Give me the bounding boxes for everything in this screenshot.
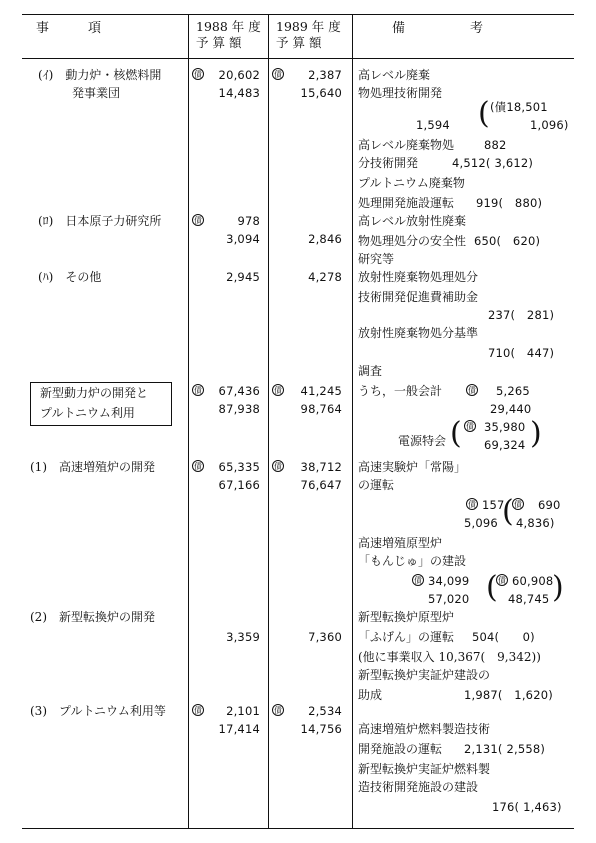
r1-note-val: 1,594 bbox=[416, 118, 450, 132]
bracket-open: ( bbox=[502, 494, 514, 529]
section-1988: 87,938 bbox=[218, 402, 260, 416]
r1-note: 処理開発施設運転 bbox=[358, 196, 455, 210]
bond-mark: 債 bbox=[194, 705, 202, 715]
r3-1988: 2,945 bbox=[226, 270, 260, 284]
s1-note-val: 48,745 bbox=[508, 592, 550, 606]
s2-note: 新型転換炉原型炉 bbox=[358, 610, 455, 624]
s1-note-val: 5,096 bbox=[464, 516, 498, 530]
bracket-open: ( bbox=[478, 96, 490, 131]
r1-note: 物処理技術開発 bbox=[358, 86, 443, 100]
r1-1989: 15,640 bbox=[300, 86, 342, 100]
r1-note-val: 882 bbox=[484, 138, 507, 152]
r1-note: 高レベル廃棄物処 bbox=[358, 138, 455, 152]
s1-note-val: 60,908 bbox=[512, 574, 554, 588]
bracket-open: ( bbox=[486, 570, 498, 605]
s1-note-val: 34,099 bbox=[428, 574, 470, 588]
s2-note: 「ふげん」の運転 bbox=[358, 630, 455, 644]
s2-note: 新型転換炉実証炉建設の bbox=[358, 668, 491, 682]
r3-1989: 4,278 bbox=[308, 270, 342, 284]
r1-note: 分技術開発 bbox=[358, 156, 419, 170]
bond-mark: 債 bbox=[274, 69, 282, 79]
r3-note: 放射性廃棄物処分基準 bbox=[358, 326, 479, 340]
column-divider-3 bbox=[352, 14, 353, 828]
r2-1988-bond: 978 bbox=[237, 214, 260, 228]
r1-note-val: (債18,501 bbox=[490, 100, 548, 114]
s1-1988-bond: 65,335 bbox=[218, 460, 260, 474]
row-doryokuro-label: (ｲ) 動力炉・核燃料開 bbox=[38, 68, 162, 82]
s1-note-val: 57,020 bbox=[428, 592, 470, 606]
r1-note: 高レベル廃棄 bbox=[358, 68, 431, 82]
s1-note-val: 690 bbox=[538, 498, 561, 512]
bond-mark: 債 bbox=[194, 69, 202, 79]
s1-note: 高速実験炉「常陽」 bbox=[358, 460, 467, 474]
header-1989-line2: 予 算 額 bbox=[276, 35, 322, 50]
table-top-rule bbox=[22, 14, 574, 15]
r3-note-val: 710( 447) bbox=[488, 346, 555, 360]
s3-note: 高速増殖炉燃料製造技術 bbox=[358, 722, 491, 736]
s3-1988-bond: 2,101 bbox=[226, 704, 260, 718]
s2-1989: 7,360 bbox=[308, 630, 342, 644]
column-divider-1 bbox=[188, 14, 189, 828]
r3-note-val: 237( 281) bbox=[488, 308, 555, 322]
header-1988-line2: 予 算 額 bbox=[196, 35, 242, 50]
row-atr-label: (2) 新型転換炉の開発 bbox=[30, 610, 155, 624]
s3-note-val: 176( 1,463) bbox=[492, 800, 562, 814]
bond-mark: 債 bbox=[274, 705, 282, 715]
r1-1988-bond: 20,602 bbox=[218, 68, 260, 82]
header-1989-line1: 1989 年 度 bbox=[276, 19, 341, 34]
s3-1989: 14,756 bbox=[300, 722, 342, 736]
section-note-dengen-bond: 35,980 bbox=[484, 420, 526, 434]
s1-note: 「もんじゅ」の建設 bbox=[358, 554, 467, 568]
r2-note: 研究等 bbox=[358, 252, 395, 266]
row-doryokuro-label-cont: 発事業団 bbox=[72, 86, 121, 100]
r2-note: 高レベル放射性廃棄 bbox=[358, 214, 467, 228]
s3-note-val: 2,131( 2,558) bbox=[464, 742, 546, 756]
header-remarks: 備 考 bbox=[392, 21, 484, 36]
bond-mark: 債 bbox=[194, 385, 202, 395]
bracket-close: ) bbox=[552, 570, 564, 605]
s1-note-val: 157 bbox=[482, 498, 505, 512]
table-bottom-rule bbox=[22, 828, 574, 829]
row-other-label: (ﾊ) その他 bbox=[38, 270, 102, 284]
s1-note: 高速増殖原型炉 bbox=[358, 536, 443, 550]
column-divider-2 bbox=[268, 14, 269, 828]
r2-1989: 2,846 bbox=[308, 232, 342, 246]
header-1988-line1: 1988 年 度 bbox=[196, 19, 261, 34]
bond-mark: 債 bbox=[514, 499, 522, 509]
s3-note: 新型転換炉実証炉燃料製 bbox=[358, 762, 491, 776]
r1-note-val: 4,512( 3,612) bbox=[452, 156, 534, 170]
r2-1988: 3,094 bbox=[226, 232, 260, 246]
s2-note: 助成 bbox=[358, 688, 383, 702]
bond-mark: 債 bbox=[274, 385, 282, 395]
row-plutonium-label: (3) プルトニウム利用等 bbox=[30, 704, 166, 718]
s1-note-val: 4,836) bbox=[516, 516, 555, 530]
s3-note: 開発施設の運転 bbox=[358, 742, 443, 756]
bond-mark: 債 bbox=[194, 215, 202, 225]
section-note-general-val: 29,440 bbox=[490, 402, 532, 416]
s1-note: の運転 bbox=[358, 478, 395, 492]
s2-1988: 3,359 bbox=[226, 630, 260, 644]
r3-note: 調査 bbox=[358, 364, 383, 378]
section-note-dengen: 電源特会 bbox=[398, 434, 447, 448]
r2-note: 物処理処分の安全性 bbox=[358, 234, 467, 248]
section-title-line2: プルトニウム利用 bbox=[40, 406, 135, 420]
r2-note-val: 650( 620) bbox=[474, 234, 541, 248]
s1-1989: 76,647 bbox=[300, 478, 342, 492]
s3-note: 造技術開発施設の建設 bbox=[358, 780, 479, 794]
bond-mark: 債 bbox=[466, 421, 474, 431]
bracket-open: ( bbox=[450, 416, 462, 451]
s3-1988: 17,414 bbox=[218, 722, 260, 736]
bracket-close: ) bbox=[530, 416, 542, 451]
r1-note-val: 1,096) bbox=[530, 118, 569, 132]
s3-1989-bond: 2,534 bbox=[308, 704, 342, 718]
s2-note-val: 504( 0) bbox=[472, 630, 535, 644]
r3-note: 放射性廃棄物処理処分 bbox=[358, 270, 479, 284]
bond-mark: 債 bbox=[414, 575, 422, 585]
s2-note: (他に事業収入 10,367( 9,342)) bbox=[358, 650, 541, 664]
row-genken-label: (ﾛ) 日本原子力研究所 bbox=[38, 214, 162, 228]
section-1989-bond: 41,245 bbox=[300, 384, 342, 398]
bond-mark: 債 bbox=[468, 385, 476, 395]
section-1988-bond: 67,436 bbox=[218, 384, 260, 398]
section-1989: 98,764 bbox=[300, 402, 342, 416]
r1-note: プルトニウム廃棄物 bbox=[358, 176, 465, 190]
section-note-dengen-val: 69,324 bbox=[484, 438, 526, 452]
bond-mark: 債 bbox=[194, 461, 202, 471]
s2-note-val: 1,987( 1,620) bbox=[464, 688, 553, 702]
section-title-line1: 新型動力炉の開発と bbox=[40, 386, 149, 400]
r1-1988: 14,483 bbox=[218, 86, 260, 100]
r3-note: 技術開発促進費補助金 bbox=[358, 290, 479, 304]
r1-1989-bond: 2,387 bbox=[308, 68, 342, 82]
section-note-general-bond: 5,265 bbox=[496, 384, 530, 398]
bond-mark: 債 bbox=[498, 575, 506, 585]
header-bottom-rule bbox=[22, 58, 574, 59]
r1-note-val: 919( 880) bbox=[476, 196, 543, 210]
bond-mark: 債 bbox=[274, 461, 282, 471]
bond-mark: 債 bbox=[468, 499, 476, 509]
s1-1989-bond: 38,712 bbox=[300, 460, 342, 474]
s1-1988: 67,166 bbox=[218, 478, 260, 492]
header-item: 事 項 bbox=[36, 21, 102, 36]
section-note-general: うち，一般会計 bbox=[358, 384, 443, 398]
row-fbr-label: (1) 高速増殖炉の開発 bbox=[30, 460, 155, 474]
